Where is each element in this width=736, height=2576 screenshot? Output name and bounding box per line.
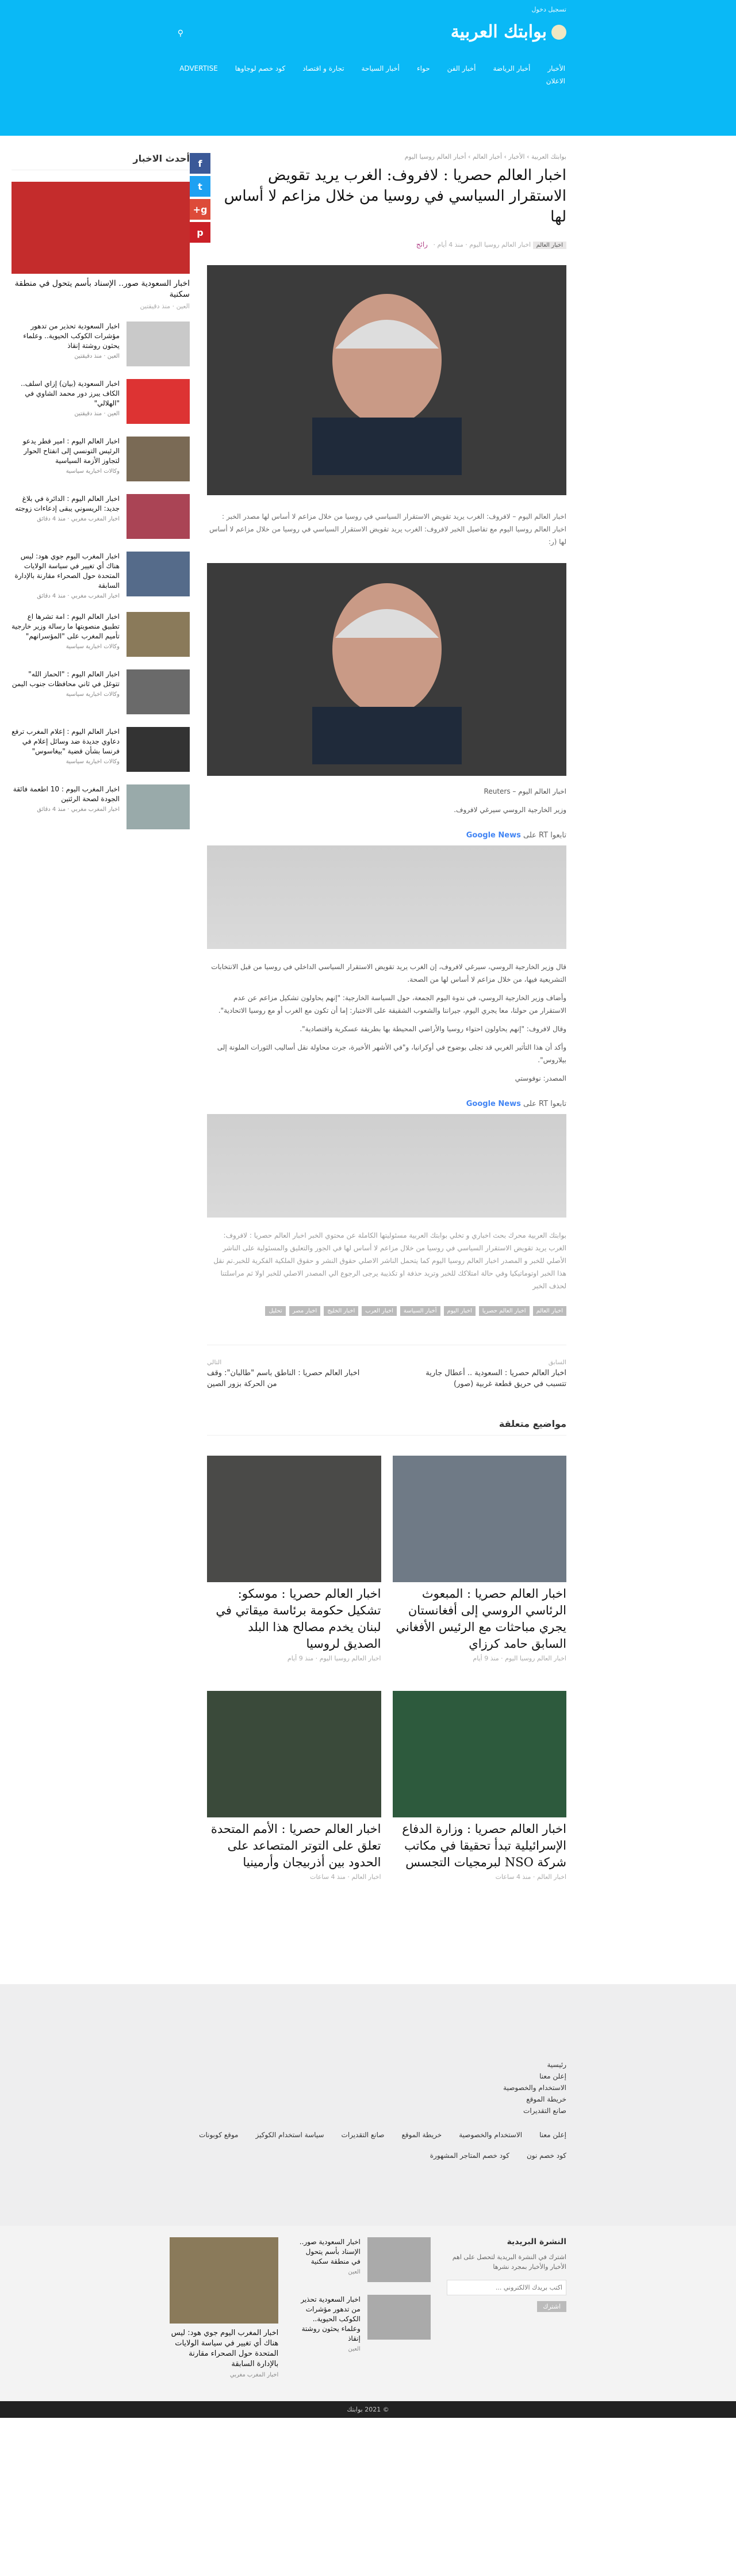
sidebar-item-title: اخبار العالم اليوم : امة تشرها اع تطبيق منصوبتها ما رسالة وزير خارجية تأميم المغرب على "المؤسرانهم" [12, 613, 120, 640]
sidebar-item[interactable] [12, 727, 190, 772]
article [193, 153, 566, 1950]
breadcrumb-item[interactable]: أخبار العالم روسيا اليوم [404, 153, 466, 160]
sidebar-thumb [126, 321, 190, 366]
sidebar-item[interactable] [12, 437, 190, 481]
tag-item[interactable]: اخبار اليوم [444, 1306, 476, 1316]
sidebar-thumb [126, 727, 190, 772]
related-source[interactable]: اخبار العالم [351, 1873, 381, 1881]
related-date: منذ 9 أيام [287, 1655, 314, 1662]
sidebar-item-title: اخبار المغرب اليوم : 10 اطعمة فائقة الجودة لصحة الرئتين [13, 785, 120, 803]
gn-brand: Google News [466, 831, 521, 840]
related-source[interactable]: اخبار العالم روسيا اليوم [505, 1655, 566, 1662]
sidebar-item-title: اخبار العالم اليوم : امير قطر يدعو الرئيس التونسي إلى انفتاح الحوار لتجاوز الأزمة السياسية [22, 437, 120, 465]
gn-prefix: تابعوا RT على [523, 1100, 566, 1108]
footer-row-link[interactable]: إعلن معنا [539, 2131, 566, 2139]
related-date: منذ 4 ساعات [495, 1873, 531, 1881]
nav-item-6[interactable]: كود خصم لوجاوها [235, 64, 286, 72]
article-main-image [207, 265, 566, 495]
footer-link[interactable]: صانع التقديرات [523, 2107, 566, 2115]
tag-item[interactable]: اخبار العالم [533, 1306, 566, 1316]
google-news-follow[interactable] [207, 831, 566, 840]
footer-news-meta: العين [348, 2269, 361, 2275]
footer-news-item[interactable] [294, 2295, 431, 2352]
footer-link[interactable]: الاستخدام والخصوصية [503, 2084, 566, 2092]
category-tag[interactable]: اخبار العالم [533, 242, 566, 249]
sidebar-item-date: منذ 4 دقائق [37, 806, 66, 813]
paragraph-1: وزير الخارجية الروسي سيرغي لافروف. [454, 806, 566, 814]
portrait-image-2 [301, 575, 473, 764]
portrait-image [301, 285, 473, 475]
sidebar-item[interactable] [12, 379, 190, 424]
footer-row-link[interactable]: صانع التقديرات [341, 2131, 385, 2139]
related-title: اخبار العالم حصريا : الأمم المتحدة تعلق على التوتر المتصاعد على الحدود بين أذربيجان وأرمينيا [210, 1822, 381, 1869]
nav-item-2[interactable]: أخبار الفن [447, 64, 476, 72]
sidebar-item-meta [12, 644, 120, 650]
sidebar-thumb [126, 552, 190, 596]
sidebar-item-body [12, 784, 120, 829]
sidebar-featured[interactable] [12, 182, 190, 310]
footer-feature[interactable] [170, 2237, 278, 2378]
sidebar-item-source: وكالات اخبارية سياسية [66, 468, 120, 474]
paragraph-3: وأضاف وزير الخارجية الروسي، في ندوة اليوم الجمعة، حول السياسة الخارجية: "إنهم يحاولون تشكيل مزاعم عن عدم الاستقرار من حولنا، معا يجري اليوم، جيراننا والشعوب الشقيقة على الاختبار: إما أن تكون مع الغرب أو مع روسيا الاتحادية". [218, 994, 566, 1015]
main-nav [170, 62, 566, 87]
sidebar-thumb [126, 612, 190, 657]
footer-news-title: اخبار السعودية صور.. الإسناد بأسم يتحول في منطقة سكنية [299, 2238, 361, 2265]
newsletter-title: النشرة البريدية [507, 2237, 566, 2246]
sidebar-item[interactable] [12, 612, 190, 657]
sidebar-item-source: وكالات اخبارية سياسية [66, 644, 120, 650]
sidebar-item-date: منذ دقيقتين [74, 411, 102, 417]
sidebar-item-body [12, 727, 120, 772]
sidebar-item-title: اخبار السعودية (بيان) إزاي اسلف.. الكاف يبرز دور محمد الشاوي في "الهلالي" [21, 380, 120, 407]
related-card[interactable] [207, 1691, 381, 1881]
search-icon[interactable]: ⚲ [177, 29, 183, 38]
next-label: التالي [207, 1358, 222, 1366]
featured-meta: العين · منذ دقيقتين [140, 303, 190, 310]
brand-name: بوابتك العربية [450, 22, 547, 42]
nav-item-0[interactable]: الأخبار [547, 64, 565, 72]
footer-news-meta: العين [348, 2346, 361, 2352]
footer-menu [170, 2059, 566, 2161]
nav-item-4[interactable]: أخبار السياحة [361, 64, 400, 72]
google-plus-icon[interactable]: g+ [190, 199, 210, 220]
tag-item[interactable]: اخبار العالم حصريا [479, 1306, 530, 1316]
footer-news-thumb [367, 2237, 431, 2282]
sidebar-item-body [12, 612, 120, 657]
footer-feature-title: اخبار المغرب اليوم جوي هود: ليس هناك أي تغيير في سياسة الولايات المتحدة حول الصحراء مقارنة بالإدارة السابقة [171, 2329, 279, 2368]
breadcrumb-item[interactable]: الأخبار [508, 153, 525, 160]
related-card[interactable] [393, 1456, 567, 1662]
paragraph-4: وقال لافروف: "إنهم يحاولون احتواء روسيا والأراضي المحيطة بها بطريقة عسكرية واقتصادية". [300, 1025, 566, 1033]
featured-image [12, 182, 190, 274]
related-heading: مواضيع متعلقة [207, 1418, 566, 1436]
footer-news-item[interactable] [294, 2237, 431, 2282]
footer-link[interactable]: رئيسية [547, 2061, 566, 2069]
sidebar-item-title: اخبار العالم اليوم : "الحماز الله" تتوغل في ثاني محافظات جنوب اليمن [12, 670, 120, 688]
gn-prefix: تابعوا RT على [523, 831, 566, 840]
sidebar-item[interactable] [12, 669, 190, 714]
related-image [393, 1691, 567, 1817]
sidebar-item-meta: اخبار المغرب مغربي · منذ 4 دقائق [37, 516, 120, 522]
sidebar-item-title: اخبار المغرب اليوم جوي هود: ليس هناك أي تغيير في سياسة الولايات المتحدة حول الصحراء مقارنة بالإدارة السابقة [14, 552, 120, 590]
footer-row-link[interactable]: خريطة الموقع [401, 2131, 442, 2139]
footer-row2-link[interactable]: كود خصم نون [526, 2152, 566, 2160]
breadcrumb-separator: › [466, 153, 473, 160]
sidebar-item-title: اخبار العالم اليوم : إعلام المغرب ترفع دعاوي جديدة ضد وسائل إعلام في فرنسا بشأن قضية "بيغاسوس" [12, 728, 120, 755]
related-meta: اخبار العالم · منذ 4 ساعات [495, 1873, 566, 1881]
sidebar-item-title: اخبار العالم اليوم : الدائرة في بلاغ جديد: الريسوني يبقى إدعاءات زوجته [15, 495, 120, 512]
breadcrumb [207, 153, 566, 164]
sidebar-item-meta: العين · منذ دقيقتين [74, 353, 120, 359]
paragraph-6: المصدر: نوفوستي [515, 1074, 566, 1082]
related-date: منذ 4 ساعات [310, 1873, 346, 1881]
sidebar-item[interactable] [12, 552, 190, 599]
footer-feature-meta: اخبار المغرب مغربي [229, 2372, 279, 2378]
related-date: منذ 9 أيام [473, 1655, 499, 1662]
nav-item-1[interactable]: أخبار الرياضة [493, 64, 531, 72]
paragraph-2: قال وزير الخارجية الروسي، سيرغي لافروف، إن الغرب يريد تقويض الاستقرار السياسي الداخلي في روسيا من قبل الانتخابات التشريعية فيها، من خلال مزاعم لا أساس لها من الصحة. [211, 963, 566, 983]
sidebar-item[interactable] [12, 494, 190, 539]
twitter-icon[interactable]: t [190, 176, 210, 197]
sidebar-item-meta [12, 468, 120, 474]
article-body-image [207, 563, 566, 776]
related-source[interactable]: اخبار العالم [536, 1873, 566, 1881]
sidebar-list [12, 321, 190, 829]
sidebar-thumb [126, 494, 190, 539]
tag-list [207, 1306, 566, 1316]
pinterest-icon[interactable]: p [190, 222, 210, 243]
nav-item-8[interactable]: الاعلان [546, 77, 565, 85]
sidebar-item-date: منذ 4 دقائق [37, 593, 66, 599]
sidebar-item-date: منذ 4 دقائق [37, 516, 66, 522]
related-title: اخبار العالم حصريا : وزارة الدفاع الإسرائيلية تبدأ تحقيقا في مكاتب شركة NSO لبرمجيات التجسس [402, 1822, 566, 1869]
sidebar-item-title: اخبار السعودية تحذير من تدهور مؤشرات الكوكب الحيوية.. وعلماء يحثون روشتة إنقاذ [23, 322, 120, 350]
sidebar-item-body [12, 552, 120, 599]
sidebar-item-meta: العين · منذ دقيقتين [74, 411, 120, 417]
share-bar [190, 153, 210, 243]
footer-link[interactable]: إعلن معنا [539, 2072, 566, 2080]
tag-item[interactable]: اخبار الخليج [324, 1306, 358, 1316]
footer-row2-link[interactable]: كود خصم المتاجر المشهورة [430, 2152, 509, 2160]
footer-row-link[interactable]: موقع كوبونات [199, 2131, 239, 2139]
sidebar-item-meta [12, 759, 120, 765]
ad-placeholder [207, 845, 566, 949]
sidebar-thumb [126, 784, 190, 829]
sidebar-thumb [126, 437, 190, 481]
sidebar-item[interactable] [12, 784, 190, 829]
image-caption: اخبار العالم اليوم – Reuters [484, 787, 566, 795]
sidebar-thumb [126, 669, 190, 714]
related-meta: اخبار العالم روسيا اليوم · منذ 9 أيام [473, 1655, 566, 1662]
sidebar-item-date: منذ دقيقتين [74, 353, 102, 359]
related-source[interactable]: اخبار العالم روسيا اليوم [319, 1655, 381, 1662]
facebook-icon[interactable]: f [190, 153, 210, 174]
footer-news-body [294, 2237, 361, 2282]
footer-widgets [0, 2226, 736, 2401]
prev-label: السابق [548, 1358, 566, 1366]
sidebar-heading: أحدث الاخبار [12, 153, 190, 170]
site-logo[interactable] [451, 22, 566, 42]
tag-item[interactable]: تحليل [265, 1306, 285, 1316]
related-title: اخبار العالم حصريا : موسكو: تشكيل حكومة برئاسة ميقاتي في لبنان يخدم مصالح هذا البلد الصديق لروسيا [216, 1587, 381, 1651]
tag-item[interactable]: اخبار العرب [362, 1306, 397, 1316]
copyright: © 2021 بوابتك [0, 2401, 736, 2418]
footer-news-title: اخبار السعودية تحذير من تدهور مؤشرات الكوكب الحيوية.. وعلماء يحثون روشتة إنقاذ [301, 2295, 361, 2342]
sidebar-item-source: العين [107, 353, 120, 359]
paragraph-5: وأكد أن هذا التأثير الغربي قد تجلى بوضوح في أوكرانيا، و"في الأشهر الأخيرة، جرت محاولة نقل أساليب الثورات الملونة إلى بيلاروس". [217, 1043, 566, 1064]
sidebar-item-meta [12, 691, 120, 698]
sidebar-item-body [12, 437, 120, 481]
nav-item-7[interactable]: ADVERTISE [179, 64, 218, 72]
article-meta: اخبار العالم اخبار العالم روسيا اليوم · منذ 4 أيام · رائج [207, 232, 566, 257]
article-source[interactable]: اخبار العالم روسيا اليوم [469, 241, 531, 248]
sidebar-thumb [126, 379, 190, 424]
nav-item-3[interactable]: حواء [417, 64, 430, 72]
sidebar-item[interactable] [12, 321, 190, 366]
featured-title: اخبار السعودية صور.. الإسناد بأسم يتحول في منطقة سكنية [14, 279, 190, 299]
login-link[interactable]: تسجيل دخول [531, 6, 566, 13]
gn-brand: Google News [466, 1100, 521, 1108]
footer-news-thumb [367, 2295, 431, 2340]
sidebar-item-meta: اخبار المغرب مغربي · منذ 4 دقائق [37, 806, 120, 813]
related-card[interactable] [393, 1691, 567, 1881]
next-link[interactable] [207, 1357, 365, 1390]
google-news-follow-2[interactable] [207, 1100, 566, 1108]
site-header [0, 0, 736, 136]
sidebar-item-body [12, 669, 120, 714]
prev-title: اخبار العالم حصريا : السعودية .. أعطال جارية تتسبب في حريق قطعة غربية (صور) [425, 1369, 566, 1388]
next-title: اخبار العالم حصريا : الناطق باسم "طالبان": وقف من الحركة بزور الصين [207, 1369, 360, 1388]
trend-badge: رائج [413, 238, 431, 251]
related-image [207, 1456, 381, 1582]
breadcrumb-separator: › [524, 153, 531, 160]
subscribe-button[interactable]: اشترك [537, 2301, 566, 2312]
disclaimer: بوابتك العربية محرك بحث اخباري و تخلي بوابتك العربية مسئوليتها الكاملة عن محتوي الخبر اخبار العالم حصريا : لافروف: الغرب يريد تقويض الاستقرار السياسي في روسيا من خلال مزاعم لا أساس لها في الجور والتعليق والمسئولية على الناشر الأصلي للخبر و المصدر اخبار العالم روسيا اليوم كما يتحمل الناشر الاصلي حقوق النشر و حقوق الملكية الفكرية للخبر.تم نقل هذا الخبر اوتوماتيكيا وفي حالة امتلاكك للخبر وتريد حذفة او تكذيبة يرجى الرجوع الي المصدر الاصلي للخبر اولا ثم مراسلتنا لحذف الخبر [213, 1231, 566, 1290]
sidebar-item-source: وكالات اخبارية سياسية [66, 691, 120, 698]
related-image [393, 1456, 567, 1582]
sidebar-item-body [12, 494, 120, 539]
sidebar-item-source: اخبار المغرب مغربي [71, 593, 120, 599]
sidebar-item-source: اخبار المغرب مغربي [71, 806, 120, 813]
footer-news-body [294, 2295, 361, 2352]
related-grid [207, 1456, 566, 1881]
related-title: اخبار العالم حصريا : المبعوث الرئاسي الروسي إلى أفغانستان يجري مباحثات مع الرئيس الأفغاني السابق حامد كرزاي [396, 1587, 566, 1651]
sidebar [12, 153, 190, 842]
article-date: منذ 4 أيام [437, 241, 463, 248]
footer-row-link[interactable]: الاستخدام والخصوصية [459, 2131, 523, 2139]
ad-placeholder-2 [207, 1114, 566, 1218]
article-title: اخبار العالم حصريا : لافروف: الغرب يريد تقويض الاستقرار السياسي في روسيا من خلال مزاعم لا أساس لها [224, 167, 566, 225]
article-lead: اخبار العالم اليوم – لافروف: الغرب يريد تقويض الاستقرار السياسي في روسيا من خلال مزاعم لا أساس لها مصدر الخبر : اخبار العالم روسيا اليوم مع تفاصيل الخبر لافروف: الغرب يريد تقويض الاستقرار السياسي في روسيا من خلال مزاعم لا أساس لها (ر: [209, 512, 566, 546]
email-field[interactable] [447, 2280, 566, 2295]
newsletter-text: اشترك في النشرة البريدية لتحصل على اهم الأخبار والأخبار بمجرد نشرها [452, 2253, 566, 2271]
related-card[interactable] [207, 1456, 381, 1662]
breadcrumb-separator: › [502, 153, 509, 160]
logo-mark-icon [551, 25, 566, 40]
footer-news-list [294, 2237, 431, 2378]
nav-item-5[interactable]: تجارة و اقتصاد [302, 64, 344, 72]
sidebar-item-source: وكالات اخبارية سياسية [66, 759, 120, 765]
sidebar-item-body [12, 379, 120, 424]
sidebar-item-meta: اخبار المغرب مغربي · منذ 4 دقائق [37, 593, 120, 599]
related-image [207, 1691, 381, 1817]
footer-feature-image [170, 2237, 278, 2324]
footer-row-link[interactable]: سياسة استخدام الكوكيز [255, 2131, 324, 2139]
footer [0, 1984, 736, 2226]
tag-item[interactable]: اخبار مصر [289, 1306, 321, 1316]
footer-link[interactable]: خريطة الموقع [526, 2095, 566, 2103]
prev-link[interactable] [408, 1357, 566, 1390]
sidebar-item-source: اخبار المغرب مغربي [71, 516, 120, 522]
breadcrumb-item[interactable]: بوابتك العربية [531, 153, 566, 160]
prev-next [207, 1345, 566, 1413]
sidebar-item-source: العين [107, 411, 120, 417]
related-meta: اخبار العالم روسيا اليوم · منذ 9 أيام [287, 1655, 381, 1662]
breadcrumb-item[interactable]: أخبار العالم [472, 153, 503, 160]
tag-item[interactable]: أخبار السياسة [400, 1306, 440, 1316]
related-meta: اخبار العالم · منذ 4 ساعات [310, 1873, 381, 1881]
sidebar-item-body [12, 321, 120, 366]
newsletter [447, 2237, 566, 2378]
